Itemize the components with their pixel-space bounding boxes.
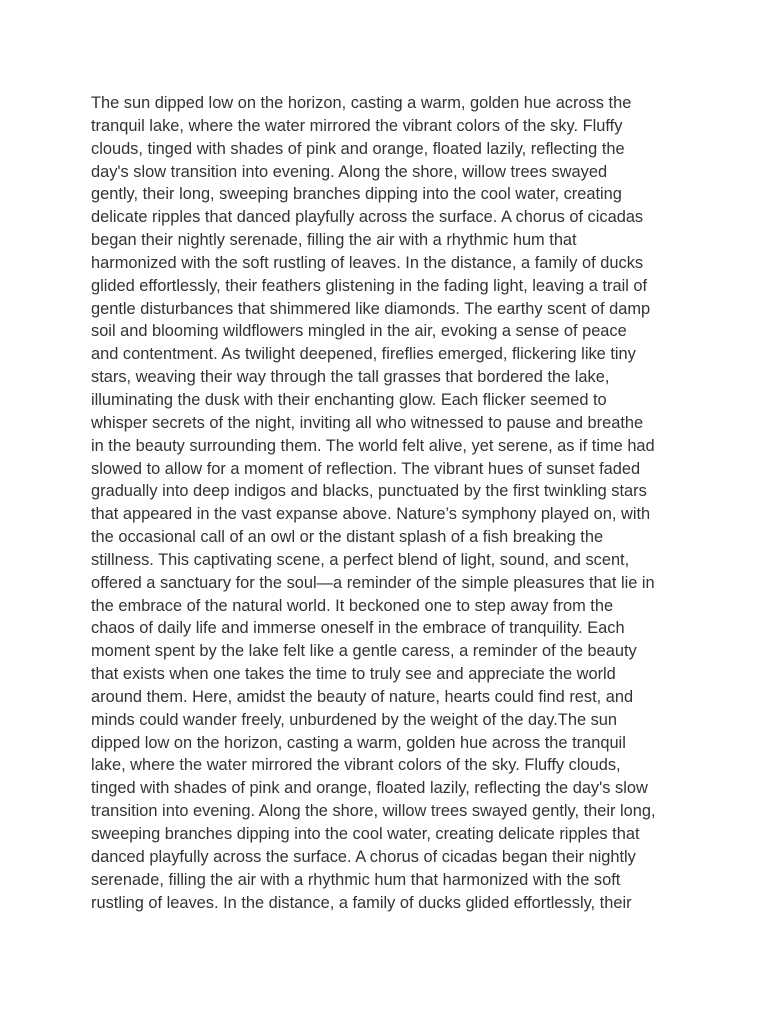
text-line: gently, their long, sweeping branches dipping into the cool water, creating: [91, 185, 622, 204]
text-line: and contentment. As twilight deepened, fireflies emerged, flickering like tiny: [91, 345, 636, 364]
text-line: stars, weaving their way through the tall grasses that bordered the lake,: [91, 368, 610, 387]
text-line: whisper secrets of the night, inviting all who witnessed to pause and breathe: [91, 413, 644, 432]
text-line: in the beauty surrounding them. The world felt alive, yet serene, as if time had: [91, 436, 655, 455]
text-line: transition into evening. Along the shore, willow trees swayed gently, their long,: [91, 802, 656, 821]
text-line: minds could wander freely, unburdened by the weight of the day.The sun: [91, 710, 618, 729]
text-line: around them. Here, amidst the beauty of nature, hearts could find rest, and: [91, 687, 634, 706]
text-line: the occasional call of an owl or the distant splash of a fish breaking the: [91, 528, 604, 547]
text-line: tranquil lake, where the water mirrored the vibrant colors of the sky. Fluffy: [91, 116, 623, 135]
body-paragraph: [91, 92, 691, 914]
text-line: moment spent by the lake felt like a gentle caress, a reminder of the beauty: [91, 642, 637, 661]
text-line: illuminating the dusk with their enchanting glow. Each flicker seemed to: [91, 390, 607, 409]
text-line: danced playfully across the surface. A chorus of cicadas began their nightly: [91, 847, 636, 866]
text-line: day's slow transition into evening. Along the shore, willow trees swayed: [91, 162, 608, 181]
text-line: gradually into deep indigos and blacks, punctuated by the first twinkling stars: [91, 482, 647, 501]
text-line: chaos of daily life and immerse oneself in the embrace of tranquility. Each: [91, 619, 625, 638]
text-line: gentle disturbances that shimmered like diamonds. The earthy scent of damp: [91, 299, 651, 318]
text-line: dipped low on the horizon, casting a warm, golden hue across the tranquil: [91, 733, 626, 752]
text-line: that exists when one takes the time to truly see and appreciate the world: [91, 665, 616, 684]
text-line: serenade, filling the air with a rhythmic hum that harmonized with the soft: [91, 870, 621, 889]
text-line: offered a sanctuary for the soul—a reminder of the simple pleasures that lie in: [91, 573, 655, 592]
text-line: delicate ripples that danced playfully across the surface. A chorus of cicadas: [91, 208, 644, 227]
text-line: slowed to allow for a moment of reflection. The vibrant hues of sunset faded: [91, 459, 641, 478]
text-line: the embrace of the natural world. It beckoned one to step away from the: [91, 596, 614, 615]
text-line: tinged with shades of pink and orange, floated lazily, reflecting the day's slow: [91, 779, 648, 798]
text-line: that appeared in the vast expanse above. Nature’s symphony played on, with: [91, 505, 651, 524]
text-line: sweeping branches dipping into the cool water, creating delicate ripples that: [91, 825, 640, 843]
text-line: stillness. This captivating scene, a perfect blend of light, sound, and scent,: [91, 550, 630, 569]
text-line: harmonized with the soft rustling of leaves. In the distance, a family of ducks: [91, 253, 644, 272]
text-line: glided effortlessly, their feathers glistening in the fading light, leaving a trail of: [91, 276, 648, 295]
text-line: began their nightly serenade, filling the air with a rhythmic hum that: [91, 231, 577, 250]
text-line: soil and blooming wildflowers mingled in the air, evoking a sense of peace: [91, 322, 627, 341]
text-line: lake, where the water mirrored the vibrant colors of the sky. Fluffy clouds,: [91, 756, 621, 775]
text-line: rustling of leaves. In the distance, a family of ducks glided effortlessly, their: [91, 893, 632, 912]
text-line: clouds, tinged with shades of pink and orange, floated lazily, reflecting the: [91, 139, 625, 158]
text-line: The sun dipped low on the horizon, casting a warm, golden hue across the: [91, 94, 632, 112]
